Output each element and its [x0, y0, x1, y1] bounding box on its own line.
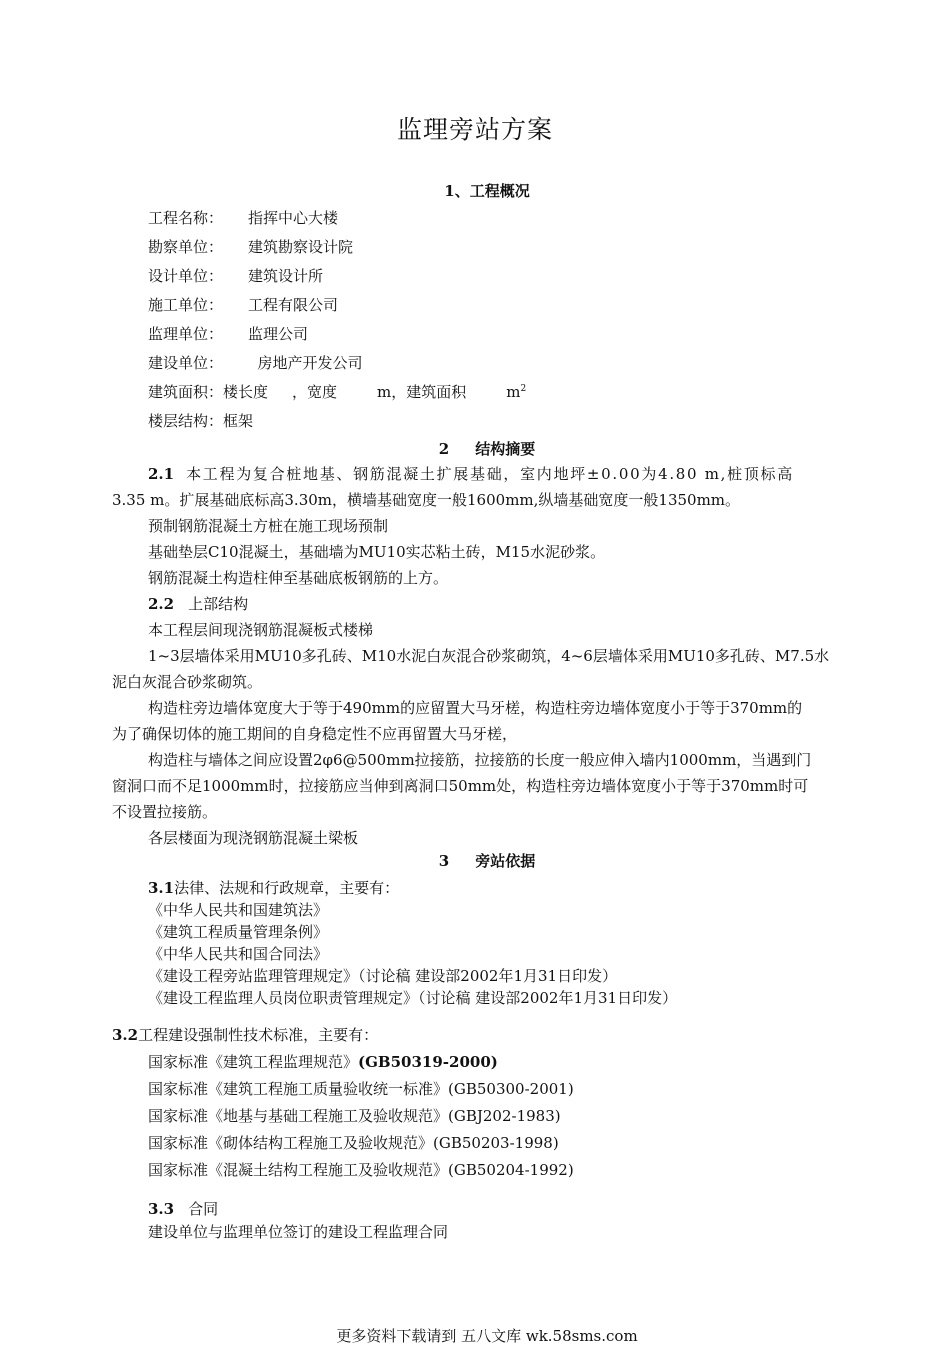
paragraph-line: 钢筋混凝土构造柱伸至基础底板钢筋的上方。: [148, 569, 449, 587]
info-value: 指挥中心大楼: [248, 209, 339, 227]
paragraph-line: 构造柱旁边墙体宽度大于等于490mm的应留置大马牙槎，构造柱旁边墙体宽度小于等于370mm的: [148, 699, 803, 717]
section-number: 3.2: [112, 1026, 139, 1044]
paragraph-line: 本工程层间现浇钢筋混凝板式楼梯: [148, 621, 374, 639]
standard-item: 国家标准《混凝土结构工程施工及验收规范》(GB50204-1992): [148, 1161, 574, 1179]
section-number: 3.3: [148, 1200, 175, 1218]
paragraph-line: 窗洞口而不足1000mm时，拉接筋应当伸到离洞口50mm处，构造柱旁边墙体宽度小于等于370mm时可: [112, 777, 809, 795]
section-number: 3.1: [148, 879, 175, 897]
paragraph-text: 合同: [188, 1200, 219, 1218]
section-3-heading: 3 旁站依据: [438, 852, 536, 870]
info-label: 工程名称：: [148, 209, 224, 227]
page-title: 监理旁站方案: [396, 115, 553, 144]
section-number: 2.1: [148, 465, 175, 483]
law-item: 《建设工程监理人员岗位职责管理规定》（讨论稿 建设部2002年1月31日印发）: [148, 989, 678, 1007]
paragraph-text: 本工程为复合桩地基、钢筋混凝土扩展基础，室内地坪±0.00为4.80 m,桩顶标高: [186, 465, 794, 483]
para-2-1-cont: 3.35 m。扩展基础底标高3.30m，横墙基础宽度一般1600mm,纵墙基础宽度一般1350mm。: [112, 491, 741, 509]
law-item: 《建设工程旁站监理管理规定》（讨论稿 建设部2002年1月31日印发）: [148, 967, 618, 985]
info-row: [148, 352, 363, 373]
info-row: [148, 294, 338, 315]
law-item: 《中华人民共和国合同法》: [148, 945, 329, 963]
standard-item: 国家标准《地基与基础工程施工及验收规范》(GBJ202-1983): [148, 1107, 561, 1125]
area-total-label: m，建筑面积: [377, 383, 467, 401]
area-row: [148, 381, 526, 402]
paragraph-text: 上部结构: [188, 595, 249, 613]
info-label: 监理单位：: [148, 325, 224, 343]
info-value: 建筑设计所: [248, 267, 324, 285]
info-row: [148, 207, 338, 228]
section-1-heading: 1、工程概况: [444, 182, 530, 200]
para-3-2: [112, 1022, 378, 1048]
standard-item: 国家标准《砌体结构工程施工及验收规范》(GB50203-1998): [148, 1134, 559, 1152]
info-value: 房地产开发公司: [248, 354, 363, 372]
paragraph-line: 建设单位与监理单位签订的建设工程监理合同: [148, 1223, 449, 1241]
law-item: 《中华人民共和国建筑法》: [148, 901, 329, 919]
para-3-1: [148, 877, 399, 899]
area-width-label: ，宽度: [292, 383, 338, 401]
info-value: 工程有限公司: [248, 296, 339, 314]
para-2-2: [148, 591, 248, 617]
info-label: 设计单位：: [148, 267, 224, 285]
info-label: 施工单位：: [148, 296, 224, 314]
area-label: 建筑面积：楼长度: [148, 383, 269, 401]
info-label: 建设单位：: [148, 354, 224, 372]
paragraph-line: 各层楼面为现浇钢筋混凝土梁板: [148, 829, 359, 847]
info-row: [148, 323, 308, 344]
footer-link[interactable]: 更多资料下载请到 五八文库 wk.58sms.com: [336, 1327, 638, 1345]
para-2-1: [148, 461, 794, 487]
paragraph-line: 为了确保切体的施工期间的自身稳定性不应再留置大马牙槎，: [112, 725, 518, 743]
structure-row: 楼层结构：框架: [148, 412, 254, 430]
standard-item: 国家标准《建筑工程施工质量验收统一标准》(GB50300-2001): [148, 1080, 574, 1098]
paragraph-line: 不设置拉接筋。: [112, 803, 218, 821]
info-value: 监理公司: [248, 325, 309, 343]
info-row: [148, 265, 323, 286]
info-row: [148, 236, 353, 257]
paragraph-text: 法律、法规和行政规章，主要有：: [174, 879, 400, 897]
info-label: 勘察单位：: [148, 238, 224, 256]
standard-code: (GB50319-2000): [358, 1053, 498, 1071]
section-2-heading: 2 结构摘要: [438, 440, 536, 458]
section-number: 2.2: [148, 595, 175, 613]
area-unit: m: [506, 383, 521, 401]
area-unit-sup: 2: [520, 384, 527, 394]
law-item: 《建筑工程质量管理条例》: [148, 923, 329, 941]
paragraph-line: 泥白灰混合砂浆砌筑。: [112, 673, 263, 691]
standard-item: [148, 1049, 498, 1075]
paragraph-line: 构造柱与墙体之间应设置2φ6@500mm拉接筋，拉接筋的长度一般应伸入墙内1000mm，当遇到门: [148, 751, 812, 769]
standard-name: 国家标准《建筑工程监理规范》: [148, 1053, 359, 1071]
info-value: 建筑勘察设计院: [248, 238, 354, 256]
paragraph-line: 基础垫层C10混凝土，基础墙为MU10实芯粘土砖，M15水泥砂浆。: [148, 543, 606, 561]
paragraph-line: 预制钢筋混凝土方桩在施工现场预制: [148, 517, 389, 535]
paragraph-line: 1~3层墙体采用MU10多孔砖、M10水泥白灰混合砂浆砌筑，4~6层墙体采用MU10多孔砖、M7.5水: [148, 647, 830, 665]
paragraph-text: 工程建设强制性技术标准，主要有：: [138, 1026, 379, 1044]
